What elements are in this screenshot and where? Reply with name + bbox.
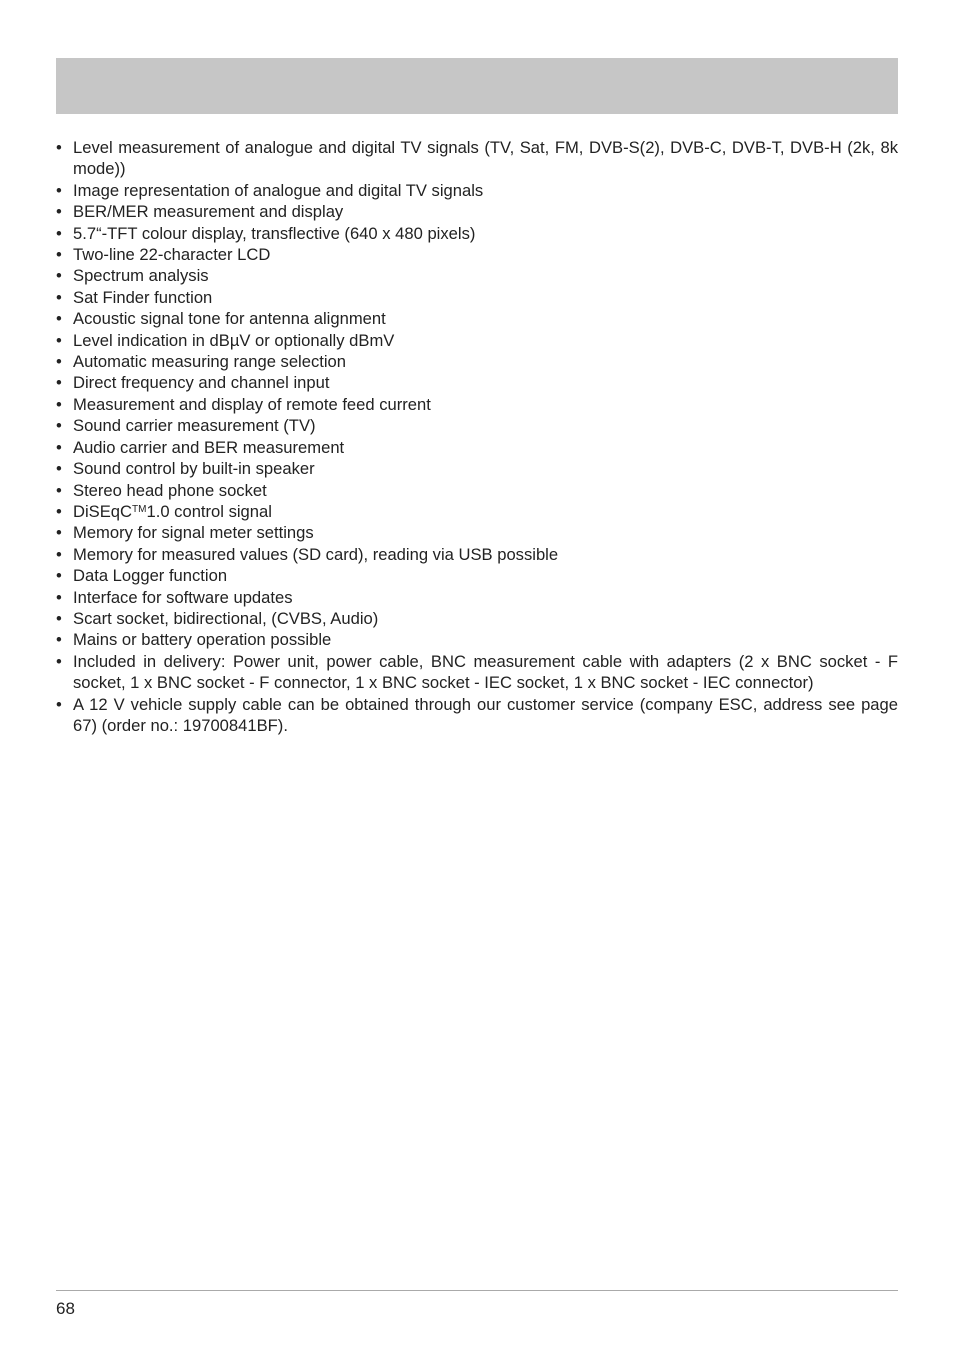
bullet: • [56,287,62,307]
page-number: 68 [56,1299,75,1318]
item-text: 5.7“-TFT colour display, transflective (640 x 480 pixels) [73,223,476,243]
item-text: Measurement and display of remote feed current [73,394,431,414]
item-text: Mains or battery operation possible [73,630,332,650]
list-item [56,244,898,265]
bullet: • [56,587,62,607]
bullet: • [56,480,62,500]
item-text: Direct frequency and channel input [73,373,330,393]
list-item [56,201,898,222]
bullet: • [56,416,62,436]
item-text-suffix: 1.0 control signal [146,501,272,521]
footer-divider [56,1290,898,1291]
bullet: • [56,630,62,650]
item-text: Level indication in dBµV or optionally dBmV [73,330,395,350]
item-text: Two-line 22-character LCD [73,245,271,265]
bullet: • [56,245,62,265]
list-item [56,544,898,565]
bullet: • [56,501,62,521]
bullet: • [56,608,62,628]
item-text: Scart socket, bidirectional, (CVBS, Audio) [73,608,379,628]
list-item [56,265,898,286]
list-item [56,651,898,694]
bullet: • [56,373,62,393]
section-header-bar [56,58,898,114]
item-text: Data Logger function [73,566,228,586]
bullet: • [56,180,62,200]
item-text: Sat Finder function [73,287,213,307]
item-text: Included in delivery: Power unit, power cable, BNC measurement cable with adapters (2 x BNC socket - F socket, 1 x BNC socket - F connector, 1 x BNC socket - IEC socket, 1 x BNC socket - IEC connector) [73,651,898,693]
list-item [56,501,898,522]
bullet: • [56,330,62,350]
bullet: • [56,394,62,414]
item-text: DiSEqC [73,501,133,521]
list-item [56,522,898,543]
bullet: • [56,694,62,714]
item-text: Sound carrier measurement (TV) [73,416,316,436]
list-item [56,587,898,608]
list-item [56,287,898,308]
list-item [56,458,898,479]
list-item [56,351,898,372]
item-text: Image representation of analogue and digital TV signals [73,180,484,200]
list-item [56,608,898,629]
bullet: • [56,544,62,564]
bullet: • [56,566,62,586]
trademark-mark: TM [132,503,147,515]
list-item [56,694,898,737]
item-text: BER/MER measurement and display [73,202,344,222]
list-item [56,415,898,436]
bullet: • [56,138,62,157]
bullet: • [56,202,62,222]
item-text: Acoustic signal tone for antenna alignment [73,309,386,329]
list-item [56,394,898,415]
item-text: Stereo head phone socket [73,480,267,500]
list-item [56,308,898,329]
bullet: • [56,223,62,243]
bullet: • [56,459,62,479]
item-text: Interface for software updates [73,587,293,607]
bullet: • [56,309,62,329]
bullet: • [56,352,62,372]
list-item [56,330,898,351]
list-item [56,480,898,501]
item-text: Level measurement of analogue and digital TV signals (TV, Sat, FM, DVB-S(2), DVB-C, DVB-T, DVB-H (2k, 8k mode)) [73,138,898,179]
item-text: Memory for signal meter settings [73,523,314,543]
item-text: Spectrum analysis [73,266,209,286]
feature-list [56,137,898,736]
list-item [56,437,898,458]
bullet: • [56,266,62,286]
bullet: • [56,651,62,671]
item-text: A 12 V vehicle supply cable can be obtained through our customer service (company ESC, address see page 67) (order no.: 19700841BF). [73,694,898,735]
list-item [56,223,898,244]
item-text: Automatic measuring range selection [73,352,347,372]
list-item [56,565,898,586]
list-item [56,180,898,201]
item-text: Audio carrier and BER measurement [73,437,345,457]
list-item [56,372,898,393]
bullet: • [56,523,62,543]
item-text: Memory for measured values (SD card), reading via USB possible [73,544,559,564]
list-item [56,629,898,650]
item-text: Sound control by built-in speaker [73,459,315,479]
bullet: • [56,437,62,457]
list-item [56,137,898,180]
